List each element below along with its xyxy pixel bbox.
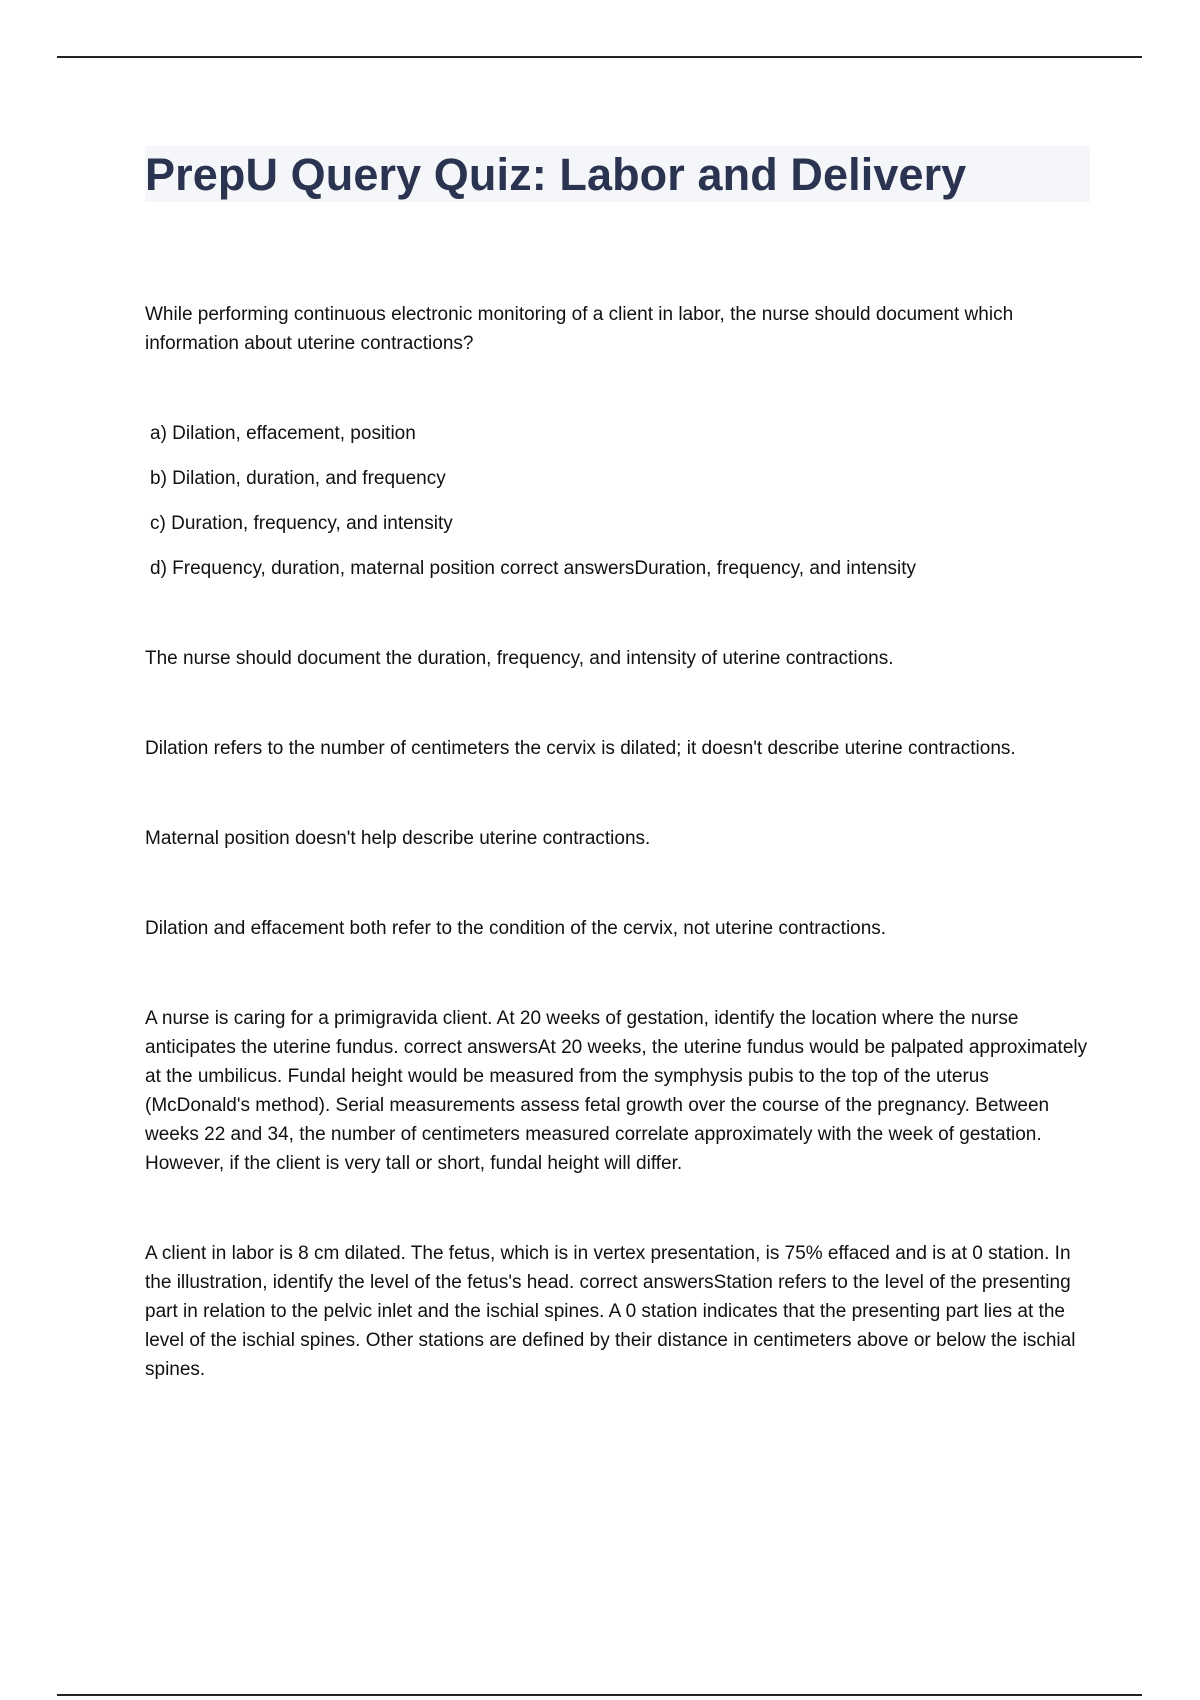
rationale-4: Dilation and effacement both refer to the condition of the cervix, not uterine contractions. [145,918,887,939]
rationale-2: Dilation refers to the number of centimeters the cervix is dilated; it doesn't describe uterine contractions. [145,738,1016,759]
option-a: a) Dilation, effacement, position [150,423,416,444]
question-3: A client in labor is 8 cm dilated. The fetus, which is in vertex presentation, is 75% effaced and is at 0 station. In the illustration, identify the level of the fetus's head. correct answersStation refers to the level of the presenting part in relation to the pelvic inlet and the ischial spines. A 0 station indicates that the presenting part lies at the level of the ischial spines. Other stations are defined by their distance in centimeters above or below the ischial spines. [145,1243,1076,1380]
document-body [145,146,1090,1445]
option-c: c) Duration, frequency, and intensity [150,513,453,534]
footer-divider [57,1694,1142,1696]
question-2: A nurse is caring for a primigravida client. At 20 weeks of gestation, identify the location where the nurse anticipates the uterine fundus. correct answersAt 20 weeks, the uterine fundus would be palpated approximately at the umbilicus. Fundal height would be measured from the symphysis pubis to the top of the uterus (McDonald's method). Serial measurements assess fetal growth over the course of the pregnancy. Between weeks 22 and 34, the number of centimeters measured correlate approximately with the week of gestation. However, if the client is very tall or short, fundal height will differ. [145,1008,1088,1174]
question-1-options [145,419,1090,583]
rationale-3: Maternal position doesn't help describe uterine contractions. [145,828,651,849]
header-divider [57,56,1142,58]
option-d: d) Frequency, duration, maternal position correct answersDuration, frequency, and intensity [150,558,917,579]
title-band [145,146,1090,202]
rationale-1: The nurse should document the duration, frequency, and intensity of uterine contractions. [145,648,894,669]
document-title: PrepU Query Quiz: Labor and Delivery [145,148,967,200]
question-1-stem: While performing continuous electronic monitoring of a client in labor, the nurse should document which information about uterine contractions? [145,304,1014,354]
option-b: b) Dilation, duration, and frequency [150,468,446,489]
